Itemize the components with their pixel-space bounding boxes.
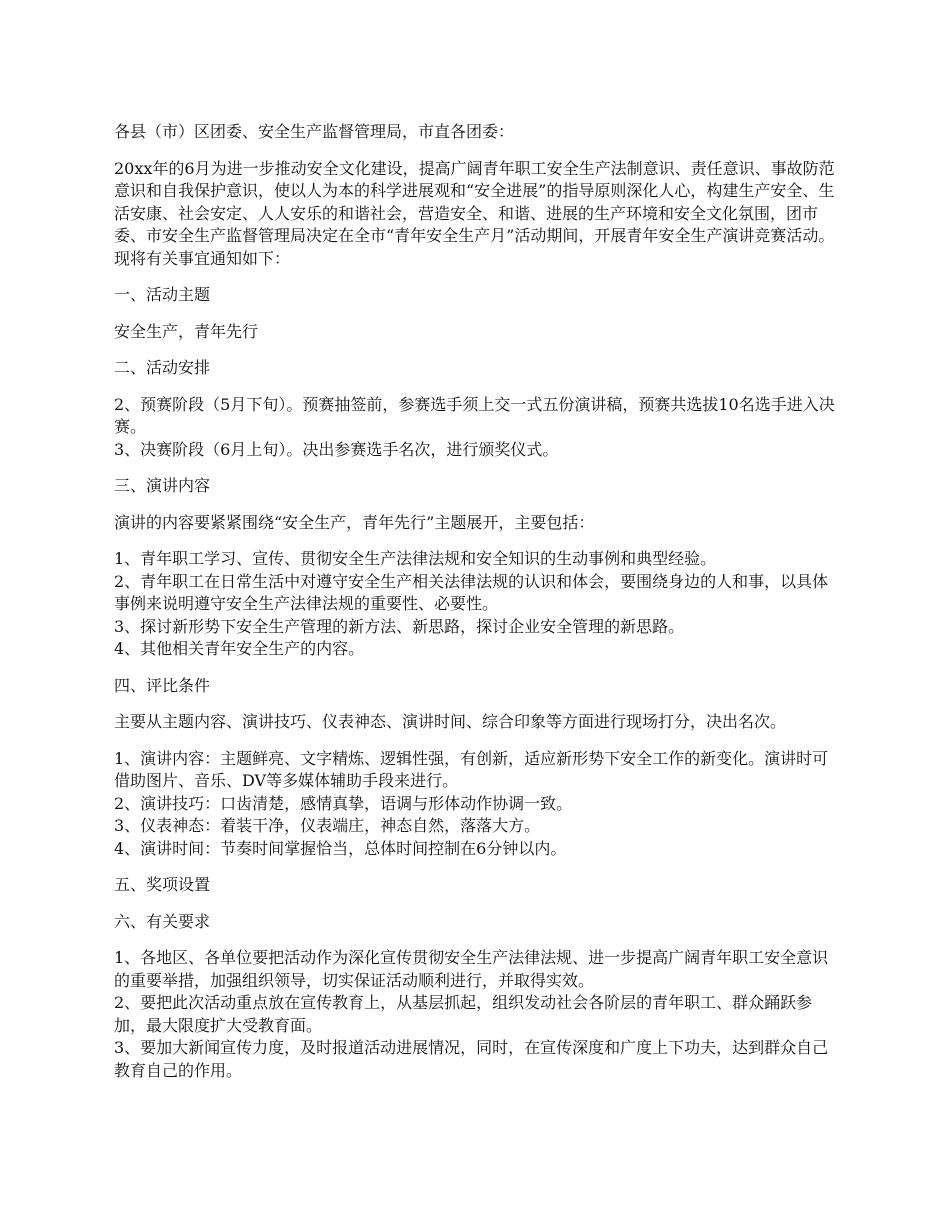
list-item: 3、仪表神态：着装干净，仪表端庄，神态自然，落落大方。	[114, 816, 541, 835]
list-item: 4、演讲时间：节奏时间掌握恰当，总体时间控制在6分钟以内。	[114, 838, 567, 858]
requirements-list	[114, 947, 844, 1082]
list-item: 4、其他相关青年安全生产的内容。	[114, 639, 365, 658]
section-heading-awards: 五、奖项设置	[114, 875, 211, 894]
intro-paragraph: 20xx年的6月为进一步推动安全文化建设，提高广阔青年职工安全生产法制意识、责任意识、事故防范意识和自我保护意识，使以人为本的科学进展观和“安全进展”的指导原则深化人心，构建生产安全、生活安康、社会安定、人人安乐的和谐社会，营造安全、和谐、进展的生产环境和安全文化氛围，团市委、市安全生产监督管理局决定在全市“青年安全生产月”活动期间，开展青年安全生产演讲竞赛活动。现将有关事宜通知如下：	[114, 158, 835, 268]
list-item: 3、决赛阶段（6月上旬）。决出参赛选手名次，进行颁奖仪式。	[114, 439, 559, 459]
salutation: 各县（市）区团委、安全生产监督管理局，市直各团委：	[114, 122, 515, 141]
content-list	[114, 548, 844, 661]
content-intro: 演讲的内容要紧紧围绕“安全生产，青年先行”主题展开，主要包括：	[114, 512, 595, 532]
list-item: 3、探讨新形势下安全生产管理的新方法、新思路，探讨企业安全管理的新思路。	[114, 616, 685, 636]
list-item: 1、各地区、各单位要把活动作为深化宣传贯彻安全生产法律法规、进一步提高广阔青年职工安全意识的重要举措，加强组织领导，切实保证活动顺利进行，并取得实效。	[114, 948, 829, 990]
list-item: 2、演讲技巧：口齿清楚，感情真挚，语调与形体动作协调一致。	[114, 793, 573, 813]
section-heading-theme: 一、活动主题	[114, 285, 211, 304]
list-item: 2、青年职工在日常生活中对遵守安全生产相关法律法规的认识和体会，要围绕身边的人和事，以具体事例来说明遵守安全生产法律法规的重要性、必要性。	[114, 571, 829, 613]
arrangement-list	[114, 394, 844, 462]
criteria-list	[114, 748, 844, 861]
section-heading-content: 三、演讲内容	[114, 476, 211, 495]
list-item: 1、青年职工学习、宣传、贯彻安全生产法律法规和安全知识的生动事例和典型经验。	[114, 549, 717, 568]
list-item: 1、演讲内容：主题鲜亮、文字精炼、逻辑性强，有创新，适应新形势下安全工作的新变化。演讲时可借助图片、音乐、DV等多媒体辅助手段来进行。	[114, 748, 829, 790]
section-heading-criteria: 四、评比条件	[114, 675, 211, 695]
criteria-intro: 主要从主题内容、演讲技巧、仪表神态、演讲时间、综合印象等方面进行现场打分，决出名次。	[114, 712, 787, 731]
theme-text: 安全生产，青年先行	[114, 321, 259, 341]
list-item: 3、要加大新闻宣传力度，及时报道活动进展情况，同时，在宣传深度和广度上下功夫，达到群众自己教育自己的作用。	[114, 1038, 829, 1080]
list-item: 2、预赛阶段（5月下旬）。预赛抽签前，参赛选手须上交一式五份演讲稿，预赛共选拔10名选手进入决赛。	[114, 394, 835, 436]
document-body	[114, 121, 844, 1096]
list-item: 2、要把此次活动重点放在宣传教育上，从基层抓起，组织发动社会各阶层的青年职工、群众踊跃参加，最大限度扩大受教育面。	[114, 993, 813, 1035]
section-heading-requirements: 六、有关要求	[114, 911, 211, 931]
section-heading-arrangement: 二、活动安排	[114, 358, 211, 377]
